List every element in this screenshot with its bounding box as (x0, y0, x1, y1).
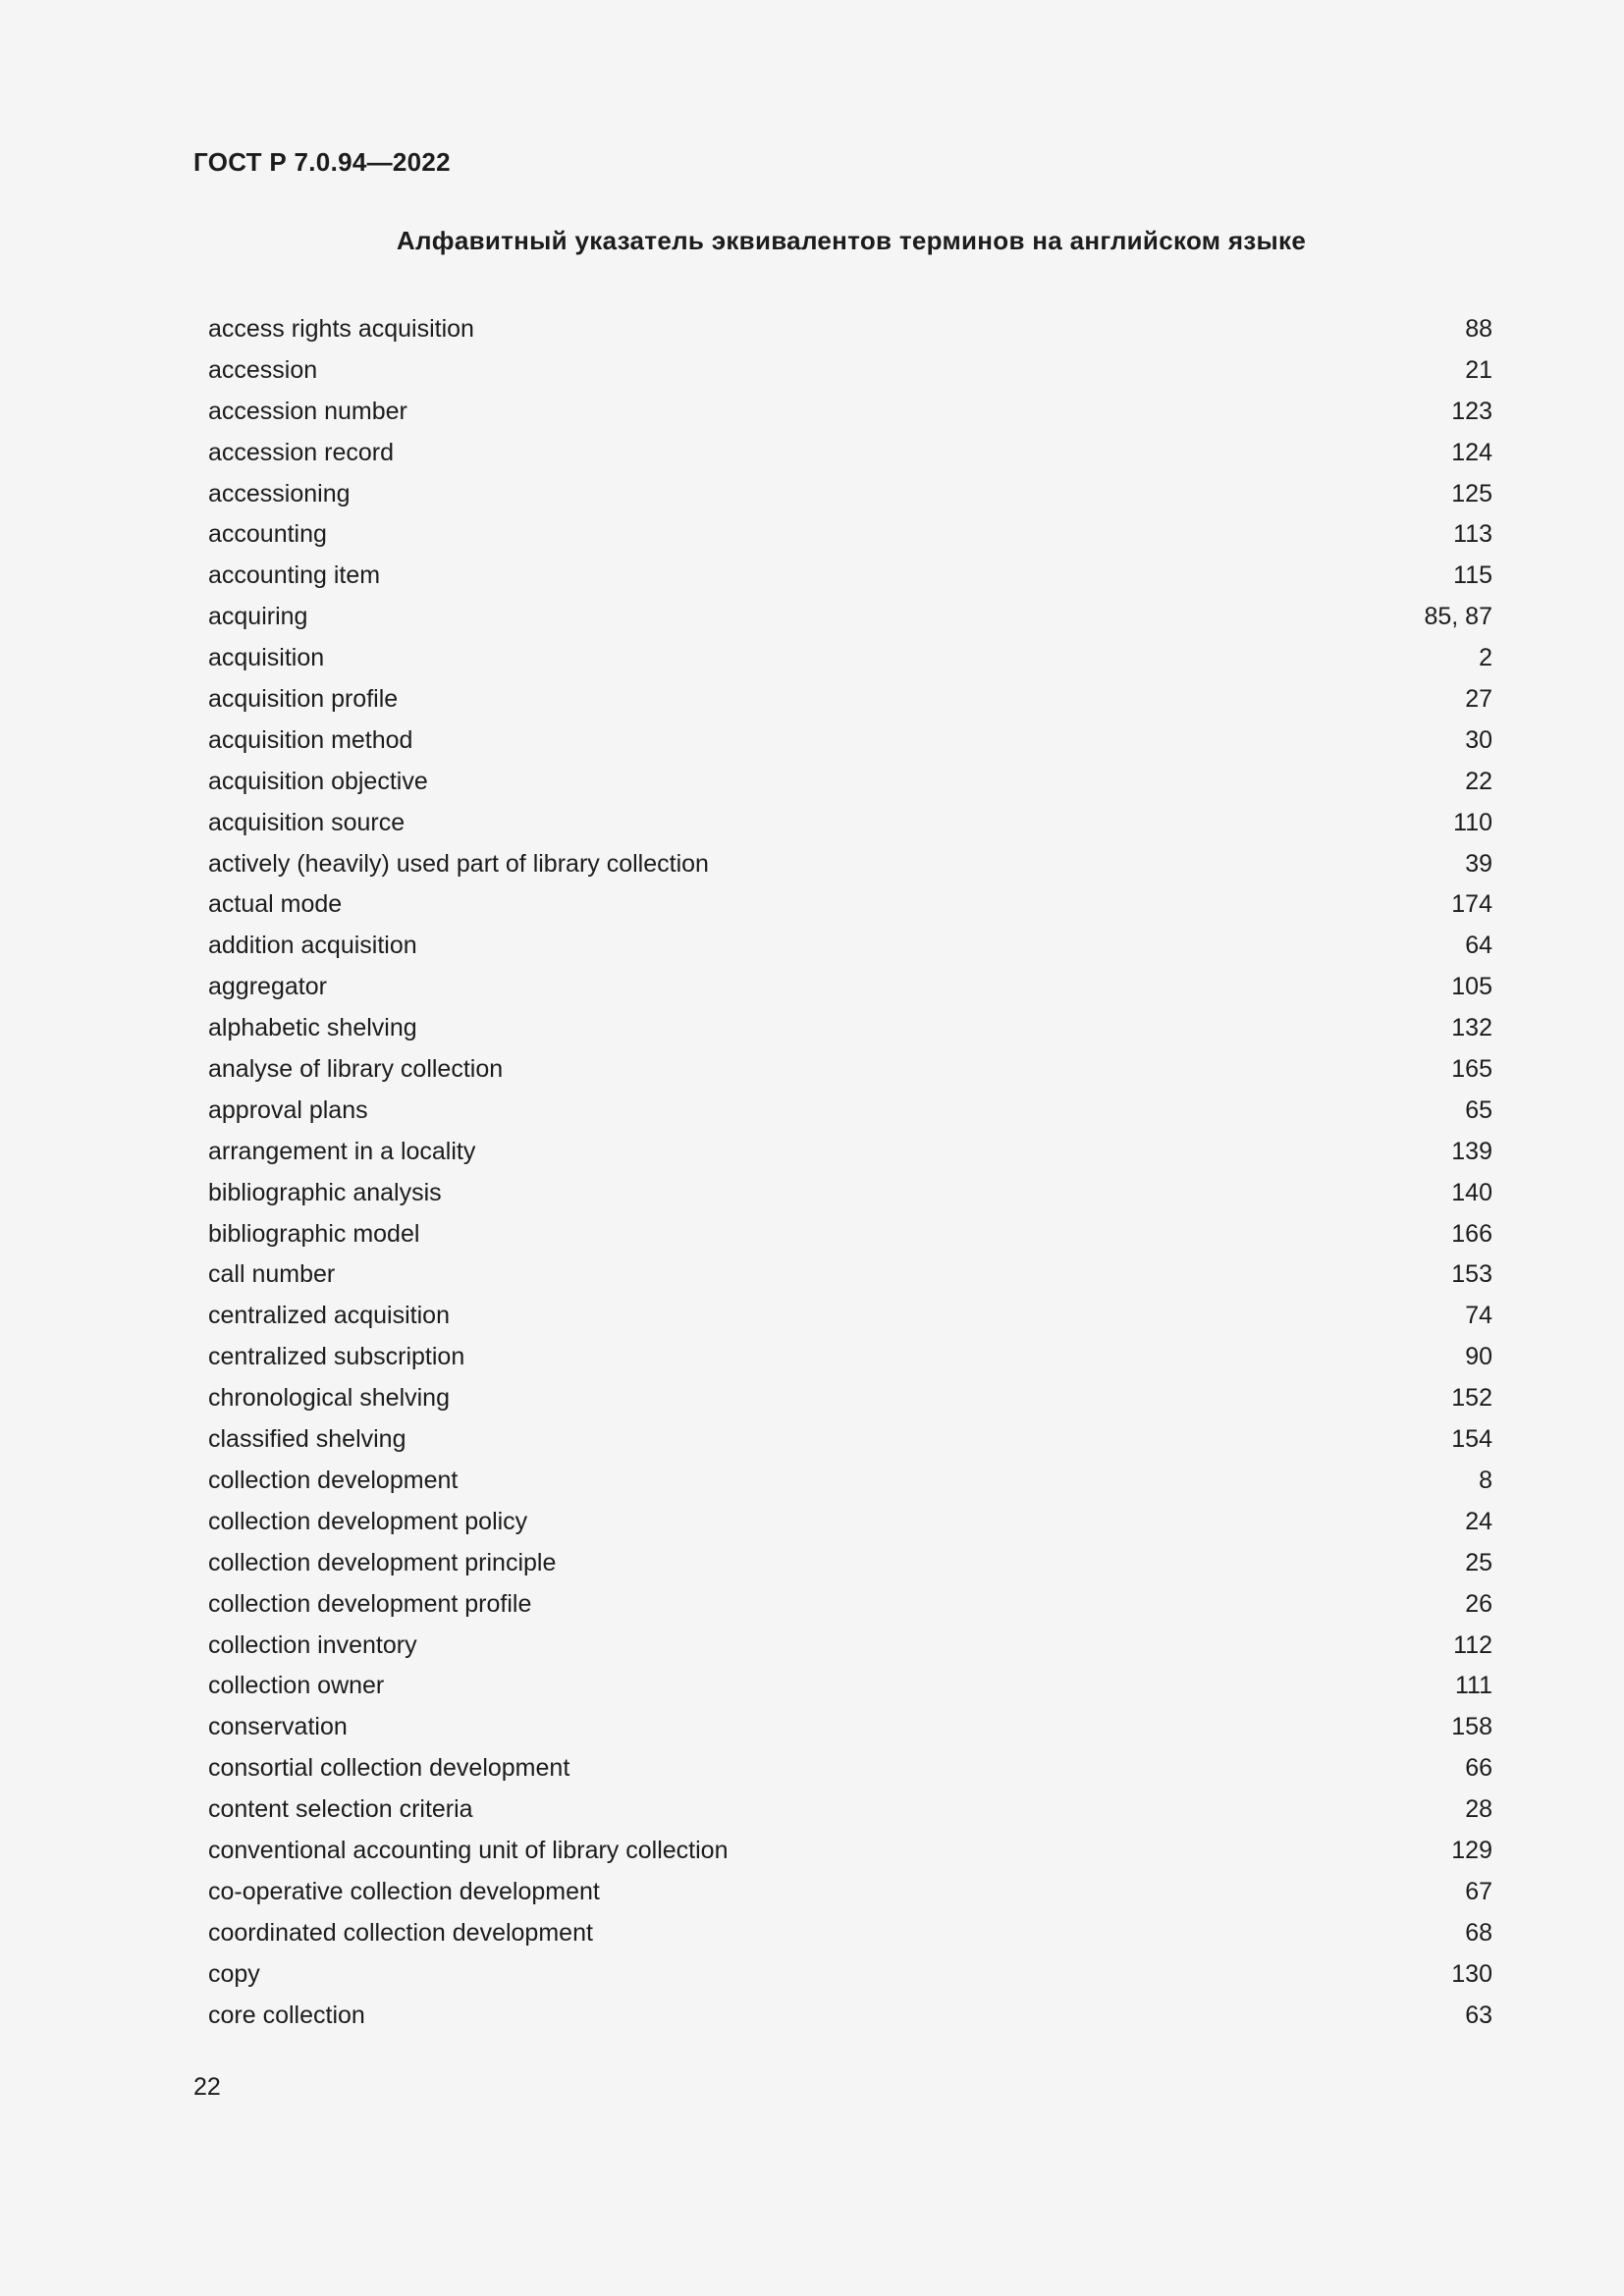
index-entry (208, 1461, 1492, 1502)
index-page-ref: 165 (1451, 1055, 1492, 1084)
index-entry (208, 1543, 1492, 1584)
index-term: acquisition (208, 644, 325, 672)
index-page-ref: 2 (1479, 644, 1492, 672)
index-entry (208, 884, 1492, 926)
index-entry (208, 926, 1492, 967)
index-term: bibliographic analysis (208, 1178, 442, 1206)
index-page-ref: 123 (1451, 397, 1492, 425)
index-term: collection inventory (208, 1630, 417, 1659)
index-term: consortial collection development (208, 1754, 570, 1783)
index-term: acquiring (208, 603, 308, 631)
index-term: call number (208, 1260, 336, 1289)
index-page-ref: 124 (1451, 438, 1492, 466)
index-term: chronological shelving (208, 1384, 450, 1413)
index-term: accessioning (208, 479, 351, 507)
index-page-ref: 67 (1465, 1877, 1492, 1905)
index-page-ref: 158 (1451, 1713, 1492, 1741)
index-page-ref: 22 (1465, 767, 1492, 795)
index-page-ref: 153 (1451, 1260, 1492, 1289)
index-title: Алфавитный указатель эквивалентов терминов на английском языке (396, 226, 1307, 255)
index-page-ref: 130 (1451, 1959, 1492, 1988)
index-page-ref: 26 (1465, 1589, 1492, 1618)
index-term: accession record (208, 438, 394, 466)
index-term: aggregator (208, 973, 327, 1001)
index-entry (208, 1502, 1492, 1543)
index-entry (208, 1748, 1492, 1789)
index-term: acquisition source (208, 808, 406, 836)
index-page-ref: 88 (1465, 315, 1492, 343)
index-entry (208, 844, 1492, 885)
index-entry (208, 1378, 1492, 1419)
index-term: accounting (208, 520, 327, 549)
standard-header: ГОСТ Р 7.0.94—2022 (193, 147, 451, 177)
index-page-ref: 152 (1451, 1384, 1492, 1413)
index-page-ref: 39 (1465, 849, 1492, 878)
index-entry (208, 1872, 1492, 1913)
index-term: copy (208, 1959, 260, 1988)
index-entry (208, 1626, 1492, 1667)
index-term: coordinated collection development (208, 1918, 593, 1947)
index-entry (208, 1132, 1492, 1173)
index-entry (208, 1996, 1492, 2037)
index-page-ref: 139 (1451, 1137, 1492, 1165)
index-entry (208, 1337, 1492, 1378)
index-page-ref: 63 (1465, 2001, 1492, 2029)
index-entry (208, 1419, 1492, 1461)
index-term: conventional accounting unit of library collection (208, 1836, 729, 1864)
index-page-ref: 111 (1454, 1672, 1492, 1700)
index-page-ref: 85, 87 (1424, 603, 1492, 631)
index-entry (208, 1913, 1492, 1954)
index-entry (208, 967, 1492, 1008)
index-term: bibliographic model (208, 1219, 420, 1248)
index-term: alphabetic shelving (208, 1014, 417, 1042)
index-page-ref: 166 (1451, 1219, 1492, 1248)
index-entry (208, 350, 1492, 392)
index-term: collection development profile (208, 1589, 532, 1618)
index-entry (208, 679, 1492, 721)
index-page-ref: 113 (1453, 520, 1492, 549)
index-page-ref: 21 (1465, 355, 1492, 384)
index-page-ref: 125 (1451, 479, 1492, 507)
index-term: approval plans (208, 1095, 368, 1124)
index-term: accession (208, 355, 318, 384)
index-entry (208, 1296, 1492, 1337)
index-term: actively (heavily) used part of library collection (208, 849, 709, 878)
index-page-ref: 154 (1451, 1425, 1492, 1454)
index-term: centralized subscription (208, 1343, 465, 1371)
index-entry (208, 1584, 1492, 1626)
index-term: access rights acquisition (208, 315, 474, 343)
index-page-ref: 28 (1465, 1795, 1492, 1824)
index-term: accounting item (208, 561, 381, 590)
index-page-ref: 115 (1453, 561, 1492, 590)
index-entry (208, 597, 1492, 638)
index-entry (208, 514, 1492, 556)
index-entry (208, 803, 1492, 844)
index-entry (208, 1214, 1492, 1255)
index-term: collection development (208, 1466, 459, 1494)
index-entry (208, 1255, 1492, 1296)
index-entry (208, 1831, 1492, 1872)
index-term: classified shelving (208, 1425, 406, 1454)
index-page-ref: 66 (1465, 1754, 1492, 1783)
index-page-ref: 129 (1451, 1836, 1492, 1864)
index-page-ref: 65 (1465, 1095, 1492, 1124)
index-page-ref: 30 (1465, 725, 1492, 754)
index-entry (208, 1789, 1492, 1831)
index-entry (208, 721, 1492, 762)
index-page-ref: 112 (1453, 1630, 1492, 1659)
index-page-ref: 24 (1465, 1507, 1492, 1535)
index-page-ref: 74 (1465, 1302, 1492, 1330)
index-entry (208, 556, 1492, 597)
index-entry (208, 638, 1492, 679)
index-term: co-operative collection development (208, 1877, 600, 1905)
index-entry (208, 762, 1492, 803)
index-term: actual mode (208, 890, 343, 919)
index-page-ref: 64 (1465, 932, 1492, 960)
index-entry (208, 1091, 1492, 1132)
index-term: collection development policy (208, 1507, 528, 1535)
index-entry (208, 1707, 1492, 1748)
index-term: analyse of library collection (208, 1055, 504, 1084)
index-entry-list (208, 309, 1492, 2036)
index-term: conservation (208, 1713, 348, 1741)
index-term: centralized acquisition (208, 1302, 450, 1330)
index-entry (208, 1049, 1492, 1091)
index-page-ref: 27 (1465, 685, 1492, 714)
index-page-ref: 8 (1479, 1466, 1492, 1494)
index-entry (208, 309, 1492, 350)
index-entry (208, 1666, 1492, 1707)
page-number: 22 (193, 2073, 221, 2101)
index-term: acquisition method (208, 725, 413, 754)
index-term: core collection (208, 2001, 365, 2029)
index-page-ref: 25 (1465, 1548, 1492, 1576)
index-term: collection development principle (208, 1548, 557, 1576)
index-entry (208, 433, 1492, 474)
index-page-ref: 90 (1465, 1343, 1492, 1371)
index-term: arrangement in a locality (208, 1137, 476, 1165)
index-page-ref: 140 (1451, 1178, 1492, 1206)
index-term: content selection criteria (208, 1795, 473, 1824)
index-page-ref: 110 (1453, 808, 1492, 836)
index-page-ref: 174 (1451, 890, 1492, 919)
index-term: collection owner (208, 1672, 385, 1700)
index-entry (208, 1173, 1492, 1214)
index-entry (208, 474, 1492, 515)
index-entry (208, 1008, 1492, 1049)
index-page-ref: 68 (1465, 1918, 1492, 1947)
index-term: acquisition profile (208, 685, 399, 714)
index-page-ref: 132 (1451, 1014, 1492, 1042)
index-term: acquisition objective (208, 767, 428, 795)
index-term: accession number (208, 397, 407, 425)
index-entry (208, 1954, 1492, 1996)
index-term: addition acquisition (208, 932, 417, 960)
index-entry (208, 392, 1492, 433)
index-page-ref: 105 (1451, 973, 1492, 1001)
